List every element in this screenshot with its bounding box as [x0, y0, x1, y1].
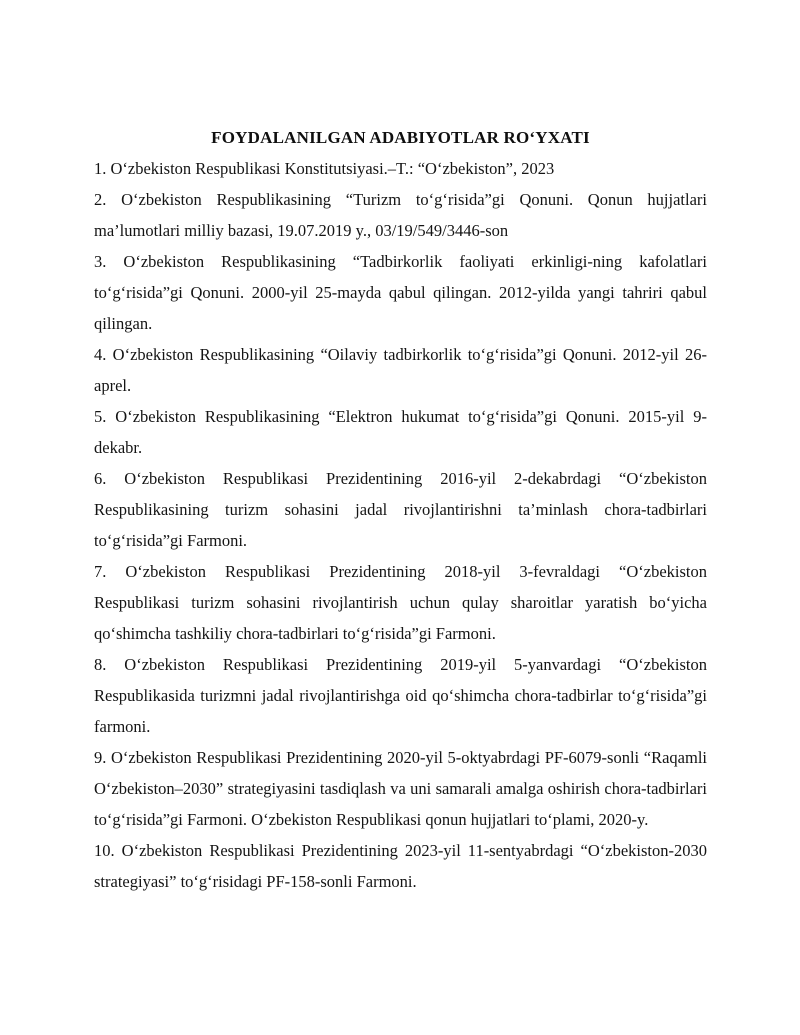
- reference-item-2: 2. O‘zbekiston Respublikasining “Turizm to‘g‘risida”gi Qonuni. Qonun hujjatlari ma’lumotlari milliy bazasi, 19.07.2019 y., 03/19/549/3446-son: [94, 190, 707, 240]
- reference-item-1: 1. O‘zbekiston Respublikasi Konstitutsiyasi.–T.: “O‘zbekiston”, 2023: [94, 159, 555, 178]
- reference-item-3: 3. O‘zbekiston Respublikasining “Tadbirkorlik faoliyati erkinligi-ning kafolatlari to‘g‘risida”gi Qonuni. 2000-yil 25-mayda qabul qilingan. 2012-yilda yangi tahriri qabul qilingan.: [94, 252, 707, 333]
- reference-item-6: 6. O‘zbekiston Respublikasi Prezidentining 2016-yil 2-dekabrdagi “O‘zbekiston Respublikasining turizm sohasini jadal rivojlantirishni ta’minlash chora-tadbirlari to‘g‘risida”gi Farmoni.: [94, 469, 707, 550]
- reference-item-9: 9. O‘zbekiston Respublikasi Prezidentining 2020-yil 5-oktyabrdagi PF-6079-sonli “Raqamli O‘zbekiston–2030” strategiyasini tasdiqlash va uni samarali amalga oshirish chora-tadbirlari to‘g‘risida”gi Farmoni. O‘zbekiston Respublikasi qonun hujjatlari to‘plami, 2020-y.: [94, 748, 707, 829]
- reference-item-4: 4. O‘zbekiston Respublikasining “Oilaviy tadbirkorlik to‘g‘risida”gi Qonuni. 2012-yil 26-aprel.: [94, 345, 707, 395]
- reference-item-7: 7. O‘zbekiston Respublikasi Prezidentining 2018-yil 3-fevraldagi “O‘zbekiston Respublikasi turizm sohasini rivojlantirish uchun qulay sharoitlar yaratish bo‘yicha qo‘shimcha tashkiliy chora-tadbirlari to‘g‘risida”gi Farmoni.: [94, 562, 707, 643]
- reference-item-10: 10. O‘zbekiston Respublikasi Prezidentining 2023-yil 11-sentyabrdagi “O‘zbekiston-2030 strategiyasi” to‘g‘risidagi PF-158-sonli Farmoni.: [94, 841, 707, 891]
- reference-item-5: 5. O‘zbekiston Respublikasining “Elektron hukumat to‘g‘risida”gi Qonuni. 2015-yil 9-dekabr.: [94, 407, 707, 457]
- page-title: FOYDALANILGAN ADABIYOTLAR RO‘YXATI: [211, 128, 590, 147]
- reference-item-8: 8. O‘zbekiston Respublikasi Prezidentining 2019-yil 5-yanvardagi “O‘zbekiston Respublikasida turizmni jadal rivojlantirishga oid qo‘shimcha chora-tadbirlar to‘g‘risida”gi farmoni.: [94, 655, 707, 736]
- references-section: [94, 122, 707, 897]
